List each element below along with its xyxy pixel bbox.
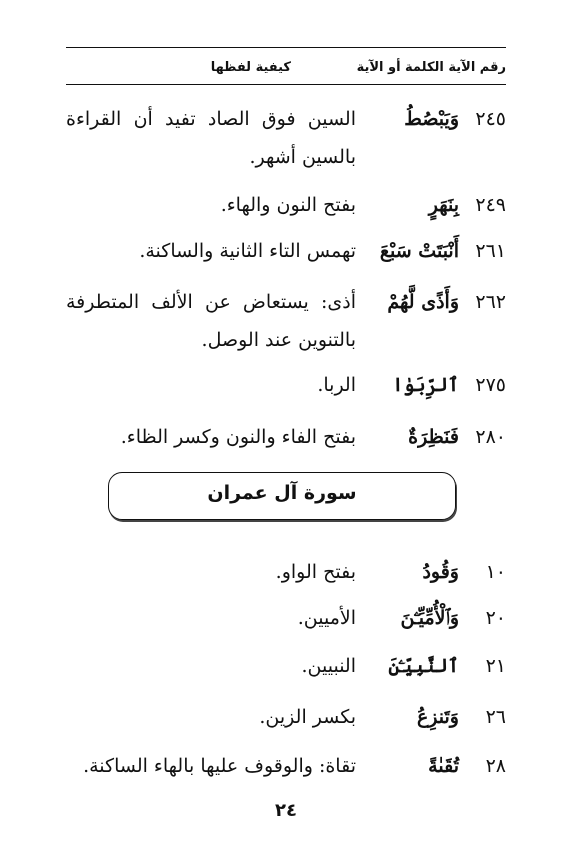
pronunciation-note: تقاة: والوقوف عليها بالهاء الساكنة. (83, 755, 356, 777)
verse-word: وَيَبْصُطُ (404, 108, 459, 130)
verse-number: ٢٦٢ (475, 291, 506, 313)
surah-heading-box (108, 472, 456, 520)
verse-number: ٢٨٠ (475, 426, 506, 448)
surah-title: سورة آل عمران (207, 482, 357, 504)
top-rule (66, 47, 506, 48)
verse-number: ١٠ (485, 561, 506, 583)
pronunciation-note: الأميين. (297, 607, 356, 629)
pronunciation-note: بكسر الزين. (259, 706, 356, 728)
header-number-word: رقم الآية الكلمة أو الآية (356, 60, 506, 75)
verse-word: وَأَذًى لَّهُمْ (387, 291, 459, 313)
entry-row (66, 283, 506, 359)
pronunciation-note: بفتح الواو. (275, 561, 356, 583)
verse-number: ٢٠ (485, 607, 506, 629)
header-pronunciation: كيفية لفظها (210, 60, 291, 75)
verse-word: وَقُودُ (422, 561, 459, 583)
book-page (66, 0, 506, 853)
pronunciation-note: تهمس التاء الثانية والساكنة. (139, 240, 356, 262)
verse-number: ٢٦ (485, 706, 506, 728)
pronunciation-note: السين فوق الصاد تفيد أن القراءة بالسين أشهر. (66, 108, 356, 168)
pronunciation-note: بفتح النون والهاء. (220, 194, 356, 216)
pronunciation-note: بفتح الفاء والنون وكسر الظاء. (120, 426, 356, 448)
verse-word: أَنْبَتَتْ سَبْعَ (379, 240, 459, 262)
verse-number: ٢٧٥ (475, 374, 506, 396)
page-number: ٢٤ (275, 800, 297, 821)
verse-word: بِنَهَرٍ (428, 194, 459, 216)
verse-word: ٱلرِّبَوٰا (392, 374, 459, 396)
verse-number: ٢٦١ (475, 240, 506, 262)
verse-word: وَتَنزِعُ (416, 706, 459, 728)
pronunciation-note: أذى: يستعاض عن الألف المتطرفة بالتنوين عند الوصل. (66, 291, 356, 351)
table-header (66, 52, 506, 82)
entry-row (66, 100, 506, 176)
pronunciation-note: الربا. (317, 374, 356, 396)
pronunciation-note: النبيين. (301, 655, 356, 677)
verse-word: ٱلنَّبِيِّـۧنَ (388, 655, 459, 677)
verse-number: ٢٨ (485, 755, 506, 777)
verse-number: ٢٤٩ (475, 194, 506, 216)
verse-word: وَٱلْأُمِّيِّـۧنَ (400, 607, 459, 629)
verse-number: ٢١ (485, 655, 506, 677)
verse-word: فَنَظِرَةٌ (408, 426, 459, 448)
header-rule (66, 84, 506, 85)
verse-number: ٢٤٥ (475, 108, 506, 130)
verse-word: تُقَىٰةً (428, 755, 459, 777)
